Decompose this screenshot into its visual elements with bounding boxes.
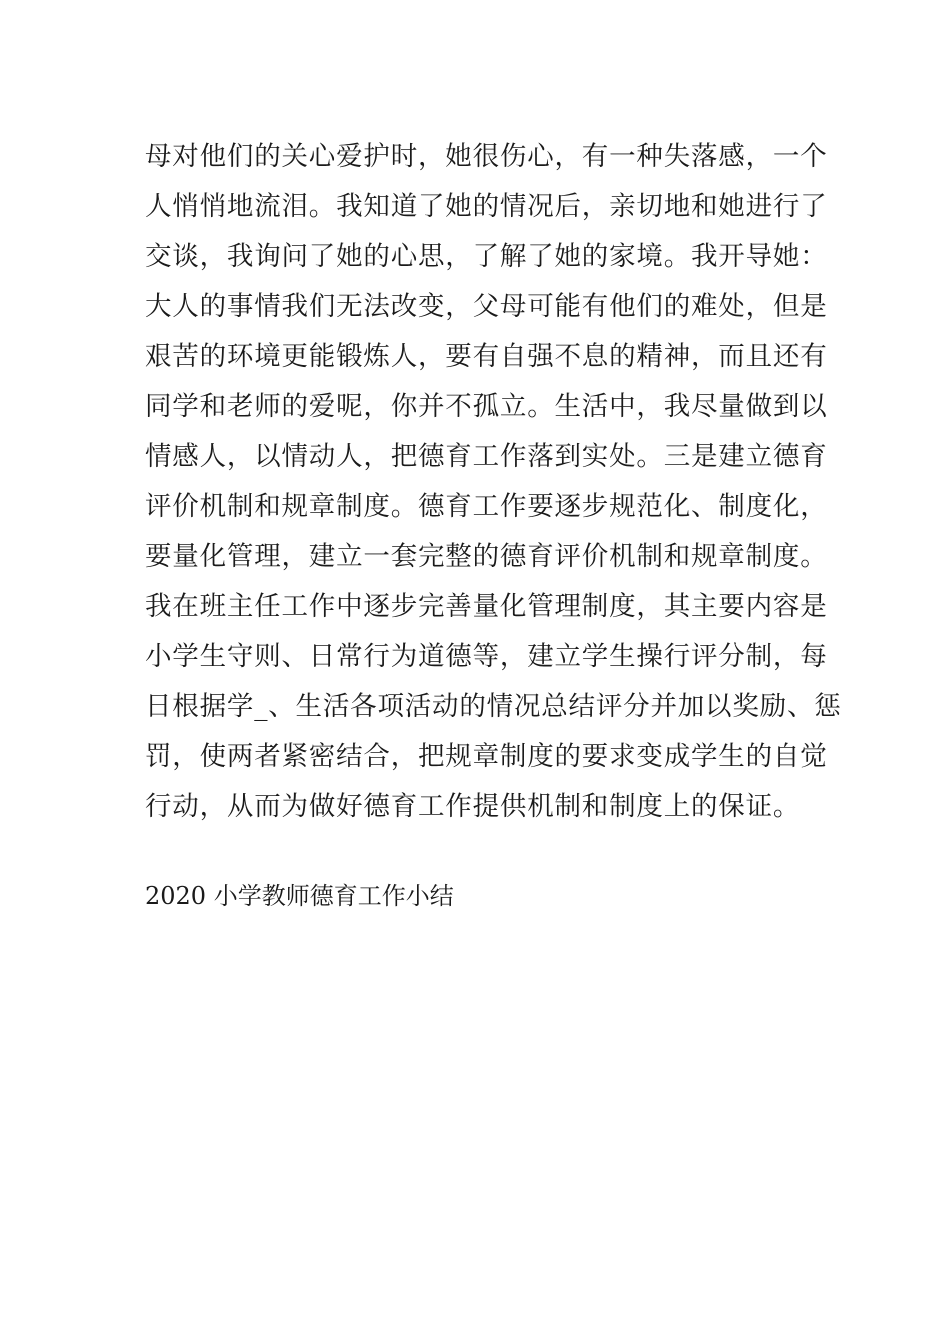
section-heading: 2020 小学教师德育工作小结 bbox=[145, 882, 454, 910]
paragraph-line: 日根据学_、生活各项活动的情况总结评分并加以奖励、惩 bbox=[145, 691, 842, 722]
paragraph-line: 交谈，我询问了她的心思，了解了她的家境。我开导她： bbox=[145, 241, 828, 272]
paragraph-line: 艰苦的环境更能锻炼人，要有自强不息的精神，而且还有 bbox=[145, 341, 828, 372]
paragraph-line: 情感人，以情动人，把德育工作落到实处。三是建立德育 bbox=[145, 441, 828, 472]
paragraph-line: 母对他们的关心爱护时，她很伤心，有一种失落感，一个 bbox=[145, 141, 828, 172]
paragraph-line: 行动，从而为做好德育工作提供机制和制度上的保证。 bbox=[145, 791, 801, 822]
paragraph-line: 罚，使两者紧密结合，把规章制度的要求变成学生的自觉 bbox=[145, 741, 828, 772]
paragraph-line: 我在班主任工作中逐步完善量化管理制度，其主要内容是 bbox=[145, 591, 828, 622]
paragraph-line: 大人的事情我们无法改变，父母可能有他们的难处，但是 bbox=[145, 291, 828, 322]
paragraph-line: 要量化管理，建立一套完整的德育评价机制和规章制度。 bbox=[145, 541, 828, 572]
paragraph-line: 评价机制和规章制度。德育工作要逐步规范化、制度化， bbox=[145, 491, 828, 522]
paragraph-line: 人悄悄地流泪。我知道了她的情况后，亲切地和她进行了 bbox=[145, 191, 828, 222]
paragraph-line: 小学生守则、日常行为道德等，建立学生操行评分制，每 bbox=[145, 641, 828, 672]
paragraph-line: 同学和老师的爱呢，你并不孤立。生活中，我尽量做到以 bbox=[145, 391, 828, 422]
body-paragraph bbox=[145, 132, 842, 832]
